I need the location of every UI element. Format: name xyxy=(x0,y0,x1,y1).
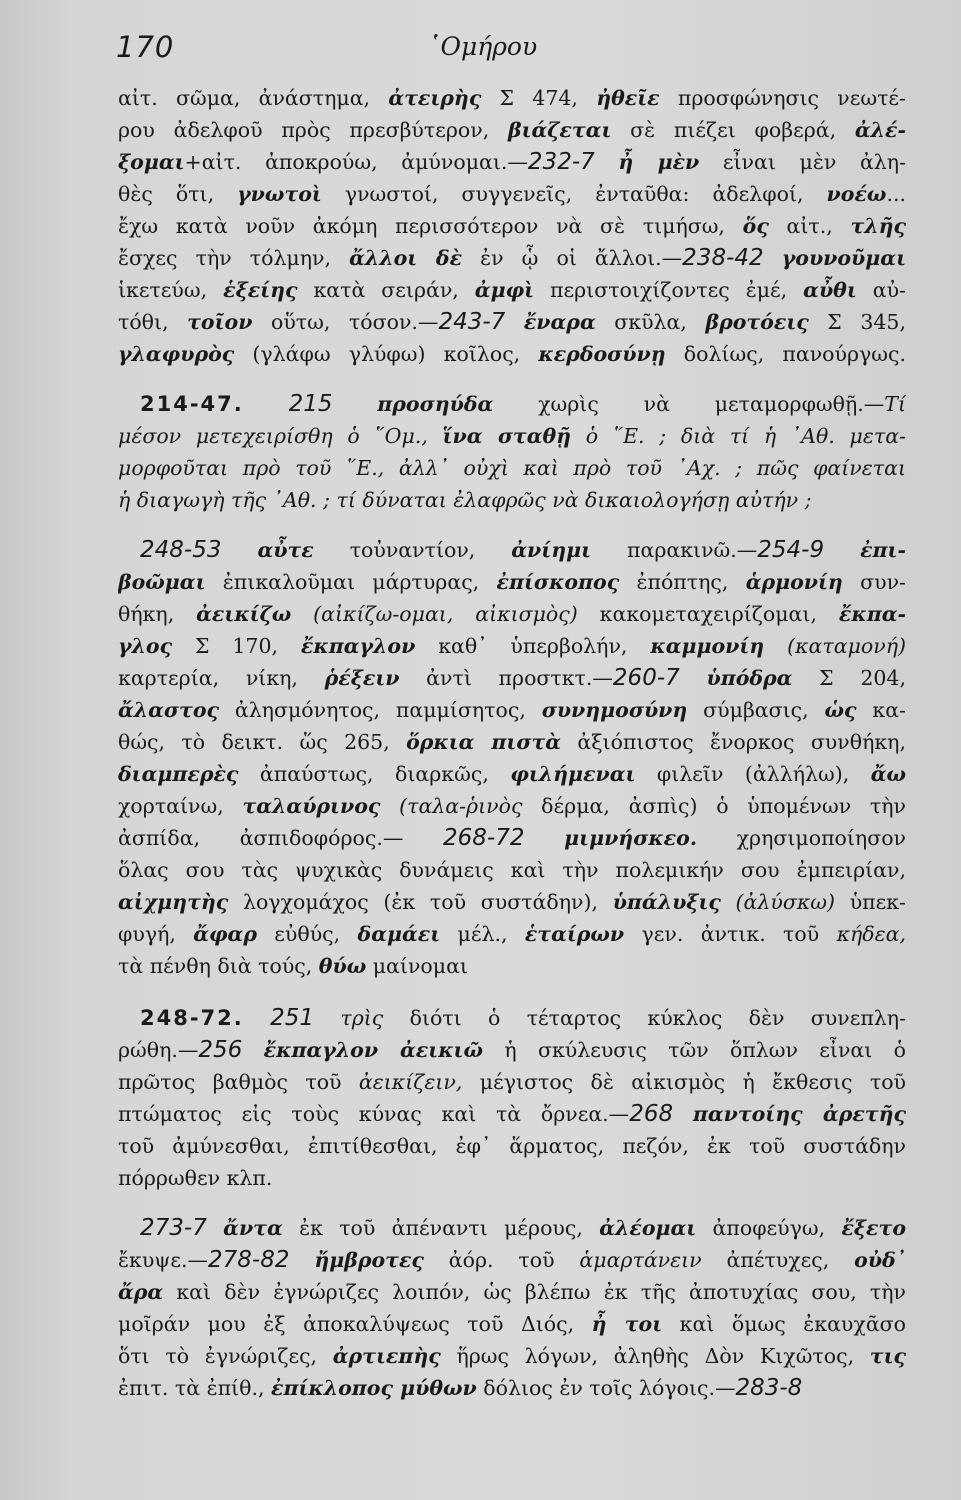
lemma-term: ὅς xyxy=(742,214,769,238)
text-run: σὲ πιέζει φοβερά, xyxy=(611,118,855,142)
text-run: ἀπαύστως, διαρκῶς, xyxy=(238,762,511,786)
text-run: ἥρως λόγων, ἀληθὴς Δὸν Κιχῶτος, xyxy=(440,1344,870,1368)
lemma-term: τοῖον xyxy=(187,310,253,334)
text-line xyxy=(118,1068,906,1096)
text-run: ἔσχες τὴν τόλμην, xyxy=(118,246,350,270)
text-run: οὕτω, τόσον.— xyxy=(252,310,439,334)
text-run: Σ 345, xyxy=(808,310,906,334)
text-line xyxy=(140,1214,906,1242)
text-run: εὐθύς, xyxy=(256,922,358,946)
italic-phrase: (ταλα-ῥινὸς xyxy=(380,794,523,818)
lemma-term: ἄντα xyxy=(223,1216,283,1240)
text-run: σύμβασις, xyxy=(687,698,825,722)
text-run: καὶ δὲν ἐγνώριζες λοιπόν, ὡς βλέπω ἐκ τῆς ἀποτυχίας σου, τὴν xyxy=(163,1280,906,1304)
lemma-term: ἐπι- xyxy=(860,538,906,562)
italic-phrase: ἡ διαγωγὴ τῆς ᾿Αθ. ; τί δύναται ἐλαφρῶς νὰ δικαιολογήσῃ αὐτήν ; xyxy=(118,488,812,512)
lemma-term: ῥέξειν xyxy=(324,666,400,690)
lemma-term: ταλαύρινος xyxy=(242,794,381,818)
verse-reference: 268-72 xyxy=(443,825,525,851)
text-line xyxy=(118,728,906,756)
lemma-term: ἄω xyxy=(870,762,906,786)
text-run: τόθι, xyxy=(118,310,188,334)
lemma-term: ἀλέ- xyxy=(854,118,906,142)
italic-phrase: Τί xyxy=(884,392,906,416)
lemma-term: βροτόεις xyxy=(705,310,809,334)
lemma-term: ἔξετο xyxy=(841,1216,906,1240)
text-line xyxy=(118,568,906,596)
lemma-term: ἁρμονίη xyxy=(745,570,843,594)
lemma-term: τλῆς xyxy=(850,214,906,238)
text-line xyxy=(118,1278,906,1306)
lemma-term: ἀνίημι xyxy=(511,538,592,562)
lemma-term: ἀτειρὴς xyxy=(388,86,482,110)
text-run: σκῦλα, xyxy=(595,310,706,334)
text-run: αἰτ., xyxy=(768,214,851,238)
text-run: συν- xyxy=(842,570,906,594)
text-run xyxy=(332,392,377,416)
lemma-term: ἑταίρων xyxy=(524,922,625,946)
verse-reference: 243-7 xyxy=(438,309,506,335)
text-line xyxy=(140,1004,906,1032)
text-line xyxy=(140,390,906,418)
lemma-term: ἄφαρ xyxy=(193,922,257,946)
text-run: γεν. ἀντικ. τοῦ xyxy=(624,922,837,946)
text-run: φυγή, xyxy=(118,922,194,946)
lemma-term: οὐδ᾿ xyxy=(854,1248,906,1272)
lemma-term: καμμονίη xyxy=(650,634,765,658)
lemma-term: ἀεικίζω xyxy=(196,602,292,626)
verse-reference: 248-53 xyxy=(140,537,222,563)
text-line xyxy=(118,212,906,240)
text-line xyxy=(118,1164,906,1192)
text-line xyxy=(118,632,906,660)
page-header xyxy=(116,30,906,80)
lemma-term: ὅρκια πιστὰ xyxy=(406,730,562,754)
lemma-term: ἔκπαγλον xyxy=(300,634,416,658)
text-run: διότι ὁ τέταρτος κύκλος δὲν συνεπλη- xyxy=(383,1006,906,1030)
text-line xyxy=(118,84,906,112)
text-line xyxy=(118,116,906,144)
lemma-term: γουνοῦμαι xyxy=(781,246,906,270)
text-line xyxy=(118,1246,906,1274)
lemma-term: γλαφυρὸς xyxy=(118,342,235,366)
text-run: δολίως, πανούργως. xyxy=(665,342,906,366)
text-line xyxy=(118,1100,906,1128)
text-run: λογχομάχος (ἐκ τοῦ συστάδην), xyxy=(228,890,613,914)
verse-reference: 260-7 xyxy=(612,665,680,691)
text-run: δόλιος ἐν τοῖς λόγοις.— xyxy=(476,1376,736,1400)
text-run xyxy=(595,150,619,174)
text-run: δέρμα, ἀσπὶς) ὁ ὑπομένων τὴν xyxy=(522,794,906,818)
lemma-term: ἀλέομαι xyxy=(599,1216,697,1240)
text-run: ἐκ τοῦ ἀπέναντι μέρους, xyxy=(282,1216,600,1240)
text-run: μαίνομαι xyxy=(366,954,468,978)
lemma-term: θύω xyxy=(318,954,367,978)
lemma-term: τις xyxy=(869,1344,906,1368)
text-run: φιλεῖν (ἀλλήλω), xyxy=(635,762,871,786)
text-run: τοῦ ἀμύνεσθαι, ἐπιτίθεσθαι, ἐφ᾿ ἅρματος, πεζόν, ἐκ τοῦ συστάδην xyxy=(118,1134,906,1158)
lemma-term: ἄρα xyxy=(118,1280,164,1304)
text-run: περιστοιχίζοντες ἐμέ, xyxy=(534,278,804,302)
text-run: ἡ σκύλευσις τῶν ὅπλων εἶναι ὁ xyxy=(483,1038,906,1062)
lemma-term: ἑξείης xyxy=(223,278,298,302)
lemma-term: δαμάει xyxy=(357,922,441,946)
text-run: θώς, τὸ δεικτ. ὥς 265, xyxy=(118,730,407,754)
text-line xyxy=(118,1374,906,1402)
text-run: θήκη, xyxy=(118,602,197,626)
text-line xyxy=(118,792,906,820)
lemma-term: ἦ μὲν xyxy=(618,150,700,174)
lemma-term: ἦ τοι xyxy=(591,1312,663,1336)
lemma-term: ὡς xyxy=(824,698,857,722)
text-run: ἔκυψε.— xyxy=(118,1248,208,1272)
text-run: ὅτι τὸ ἐγνώριζες, xyxy=(118,1344,333,1368)
text-run: ὑπεκ- xyxy=(835,890,906,914)
lemma-term: συνημοσύνη xyxy=(541,698,688,722)
text-line xyxy=(118,600,906,628)
text-run: ὅλας σου τὰς ψυχικὰς δυνάμεις καὶ τὴν πολεμικήν σου ἐμπειρίαν, xyxy=(118,858,906,882)
verse-reference: 268 xyxy=(629,1101,674,1127)
text-run xyxy=(244,392,289,416)
lemma-term: αὖθι xyxy=(803,278,857,302)
verse-reference: 273-7 xyxy=(140,1215,207,1241)
text-run: μέλ., xyxy=(440,922,525,946)
verse-reference: 232-7 xyxy=(527,149,595,175)
lemma-term: γλος xyxy=(118,634,173,658)
text-run: ἀντὶ προστκτ.— xyxy=(399,666,613,690)
verse-reference: 251 xyxy=(270,1005,315,1031)
lemma-term: ἠθεῖε xyxy=(596,86,660,110)
lemma-term: φιλήμεναι xyxy=(510,762,636,786)
text-run: ἔχω κατὰ νοῦν ἀκόμη περισσότερον νὰ σὲ τιμήσω, xyxy=(118,214,743,238)
text-run: καθ᾿ ὑπερβολήν, xyxy=(415,634,651,658)
text-run: μοῖράν μου ἐξ ἀποκαλύψεως τοῦ Διός, xyxy=(118,1312,592,1336)
text-line xyxy=(118,824,906,852)
text-run: κατὰ σειράν, xyxy=(297,278,475,302)
text-line xyxy=(118,486,906,514)
lemma-term: νοέω xyxy=(826,182,887,206)
italic-phrase: ὁ ῞Ε. ; διὰ τί ἡ ᾿Αθ. μετα- xyxy=(571,424,906,448)
lemma-term: ἔναρα xyxy=(523,310,596,334)
text-run: γνωστοί, συγγενεῖς, ἐνταῦθα: ἀδελφοί, xyxy=(321,182,827,206)
text-run: ἐν ᾧ οἱ ἄλλοι.— xyxy=(462,246,683,270)
text-run xyxy=(673,1102,693,1126)
italic-phrase: τρὶς xyxy=(340,1006,384,1030)
text-run: ἀξιόπιστος ἔνορκος συνθήκη, xyxy=(561,730,906,754)
text-line xyxy=(118,1036,906,1064)
text-run: ἀόρ. τοῦ xyxy=(423,1248,580,1272)
lemma-term: ἀρτιεπὴς xyxy=(332,1344,441,1368)
lemma-term: αἰχμητὴς xyxy=(118,890,229,914)
text-line xyxy=(118,856,906,884)
lemma-term: ἵνα σταθῇ xyxy=(442,424,572,448)
lemma-term: ὑπάλυξις xyxy=(612,890,721,914)
italic-phrase: (αἰκίζω-ομαι, αἰκισμὸς) xyxy=(291,602,578,626)
lemma-term: ἀμφὶ xyxy=(474,278,535,302)
italic-phrase: μέσον μετεχειρίσθη ὁ ῞Ομ., xyxy=(118,424,443,448)
italic-phrase: ἁμαρτάνειν xyxy=(579,1248,702,1272)
text-run: ἀπέτυχες, xyxy=(701,1248,855,1272)
text-line xyxy=(118,244,906,272)
lemma-term: ἤμβροτες xyxy=(314,1248,424,1272)
italic-phrase: (ἀλύσκω) xyxy=(720,890,835,914)
text-line xyxy=(118,148,906,176)
lemma-term: ἔκπαγλον ἀεικιῶ xyxy=(263,1038,483,1062)
text-run: τὰ πένθη διὰ τούς, xyxy=(118,954,319,978)
text-run xyxy=(505,310,524,334)
lemma-term: προσηύδα xyxy=(377,392,494,416)
verse-reference: 256 xyxy=(198,1037,243,1063)
running-head: ῾Ομήρου xyxy=(428,32,538,61)
text-run xyxy=(764,246,782,270)
text-run: Σ 474, xyxy=(481,86,597,110)
verse-reference: 283-8 xyxy=(735,1375,803,1401)
text-line xyxy=(118,1132,906,1160)
text-run: ἀποφεύγω, xyxy=(696,1216,842,1240)
lemma-term: αὖτε xyxy=(257,538,314,562)
text-run: ἱκετεύω, xyxy=(118,278,224,302)
text-run xyxy=(242,1038,263,1062)
text-run: παρακινῶ.— xyxy=(591,538,758,562)
text-run: τοὐναντίον, xyxy=(313,538,512,562)
text-run: χρησιμοποίησον xyxy=(696,826,906,850)
text-run: ἐπόπτης, xyxy=(619,570,746,594)
text-run xyxy=(824,538,860,562)
italic-phrase: ἀεικίζειν, xyxy=(358,1070,463,1094)
text-run xyxy=(524,826,564,850)
text-line xyxy=(118,340,906,368)
lemma-term: ἄλλοι δὲ xyxy=(349,246,463,270)
text-line xyxy=(118,696,906,724)
text-line xyxy=(118,422,906,450)
text-run: ἀσπίδα, ἀσπιδοφόρος.— xyxy=(118,826,443,850)
lemma-term: ἄλαστος xyxy=(118,698,219,722)
text-line xyxy=(118,952,906,980)
text-run: μέγιστος δὲ αἰκισμὸς ἡ ἔκθεσις τοῦ xyxy=(462,1070,906,1094)
text-run: προσφώνησις νεωτέ- xyxy=(659,86,906,110)
italic-phrase: κήδεα, xyxy=(836,922,906,946)
text-line xyxy=(118,180,906,208)
text-run xyxy=(221,538,257,562)
text-line xyxy=(118,1310,906,1338)
section-heading: 214-47. xyxy=(140,392,244,416)
lemma-term: γνωτοὶ xyxy=(237,182,322,206)
text-line xyxy=(118,664,906,692)
text-run: εἶναι μὲν ἀλη- xyxy=(699,150,906,174)
verse-reference: 254-9 xyxy=(757,537,825,563)
text-run: +αἰτ. ἀποκρούω, ἀμύνομαι.— xyxy=(184,150,528,174)
text-run: ἐπιτ. τὰ ἐπίθ., xyxy=(118,1376,271,1400)
text-line xyxy=(118,454,906,482)
text-run: κα- xyxy=(856,698,906,722)
text-run: ἐπικαλοῦμαι μάρτυρας, xyxy=(205,570,497,594)
text-run xyxy=(244,1006,270,1030)
italic-phrase: (καταμονή) xyxy=(764,634,906,658)
verse-reference: 238-42 xyxy=(682,245,764,271)
lemma-term: ἔκπα- xyxy=(838,602,906,626)
text-line xyxy=(118,888,906,916)
verse-reference: 278-82 xyxy=(208,1247,290,1273)
verse-reference: 215 xyxy=(288,391,333,417)
text-line xyxy=(118,760,906,788)
text-run: καὶ ὅμως ἐκαυχᾶσο xyxy=(662,1312,906,1336)
lemma-term: βιάζεται xyxy=(507,118,612,142)
text-run: αἰτ. σῶμα, ἀνάστημα, xyxy=(118,86,389,110)
text-run: ρου ἀδελφοῦ πρὸς πρεσβύτερον, xyxy=(118,118,508,142)
text-run: θὲς ὅτι, xyxy=(118,182,238,206)
lemma-term: μιμνήσκεο. xyxy=(564,826,697,850)
lemma-term: κερδοσύνῃ xyxy=(538,342,666,366)
lemma-term: ξομαι xyxy=(118,150,185,174)
text-run: Σ 204, xyxy=(792,666,906,690)
text-line xyxy=(118,276,906,304)
lemma-term: παντοίης ἀρετῆς xyxy=(692,1102,906,1126)
text-line xyxy=(140,536,906,564)
text-run: αὐ- xyxy=(856,278,906,302)
lemma-term: ὑπόδρα xyxy=(706,666,793,690)
section-heading: 248-72. xyxy=(140,1006,244,1030)
text-run: Σ 170, xyxy=(172,634,301,658)
text-line xyxy=(118,308,906,336)
text-run: ... xyxy=(886,182,906,206)
text-run xyxy=(289,1248,314,1272)
text-run: πρῶτος βαθμὸς τοῦ xyxy=(118,1070,359,1094)
page-number: 170 xyxy=(116,30,175,64)
text-run xyxy=(314,1006,340,1030)
text-run: χωρὶς νὰ μεταμορφωθῇ.— xyxy=(493,392,885,416)
lemma-term: ἐπίσκοπος xyxy=(496,570,620,594)
text-line xyxy=(118,920,906,948)
lemma-term: ἐπίκλοπος μύθων xyxy=(271,1376,477,1400)
text-run: (γλάφω γλύφω) κοῖλος, xyxy=(234,342,539,366)
text-run xyxy=(680,666,707,690)
italic-phrase: μορφοῦται πρὸ τοῦ ῞Ε., ἀλλ᾿ οὐχὶ καὶ πρὸ τοῦ ᾿Αχ. ; πῶς φαίνεται xyxy=(118,456,906,480)
text-run: ρώθη.— xyxy=(118,1038,199,1062)
text-run: χορταίνω, xyxy=(118,794,243,818)
text-run: κακομεταχειρίζομαι, xyxy=(577,602,839,626)
text-run xyxy=(207,1216,223,1240)
text-line xyxy=(118,1342,906,1370)
lemma-term: διαμπερὲς xyxy=(118,762,239,786)
text-run: πόρρωθεν κλπ. xyxy=(118,1166,273,1190)
text-run: καρτερία, νίκη, xyxy=(118,666,325,690)
text-run: ἀλησμόνητος, παμμίσητος, xyxy=(219,698,542,722)
lemma-term: βοῶμαι xyxy=(118,570,206,594)
text-run: πτώματος εἰς τοὺς κύνας καὶ τὰ ὄρνεα.— xyxy=(118,1102,630,1126)
